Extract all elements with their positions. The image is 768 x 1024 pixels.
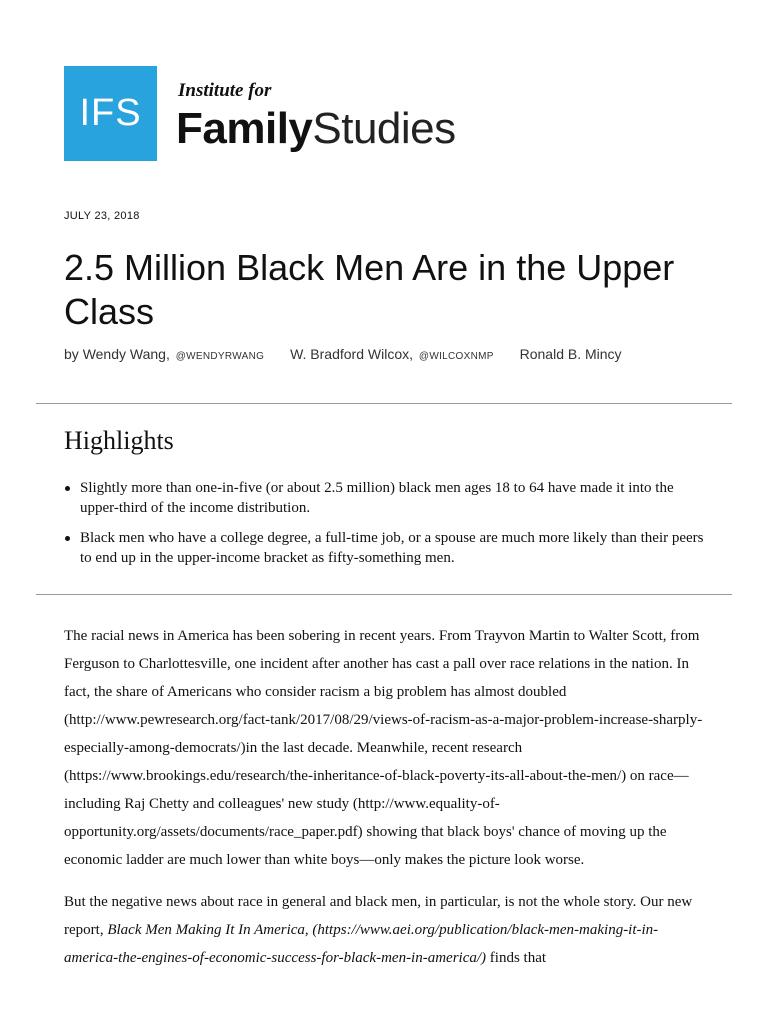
logo-subtitle: Institute for [178,80,272,101]
logo-wordmark-bold: Family [176,104,313,153]
report-link[interactable]: Black Men Making It In America, (https://www.aei.org/publication/black-men-making-it-in-america-the-engines-of-economic-success-for-black-men-in-america/) [64,922,659,966]
highlight-item: Slightly more than one-in-five (or about 2.5 million) black men ages 18 to 64 have made it into the upper-third of the income distribution. [64,478,704,518]
highlights-list [64,478,704,578]
highlight-item: Black men who have a college degree, a full-time job, or a spouse are much more likely than their peers to end up in the upper-income bracket as fifty-something men. [64,528,704,568]
author-name[interactable]: W. Bradford Wilcox, [290,346,413,362]
byline [64,346,624,362]
page-title: 2.5 Million Black Men Are in the Upper Class [64,247,675,332]
byline-prefix: by [64,346,79,362]
divider [36,403,732,404]
logo-wordmark-light: Studies [312,104,456,153]
divider [36,594,732,595]
body-paragraph: The racial news in America has been sobering in recent years. From Trayvon Martin to Walter Scott, from Ferguson to Charlottesville, one incident after another has cast a pall over race relations in the nation. In fact, the share of Americans who consider racism a big problem has almost doubled (http://www.pewresearch.org/fact-tank/2017/08/29/views-of-racism-as-a-major-problem-increase-sharply-especially-among-democrats/)in the last decade. Meanwhile, recent research (https://www.brookings.edu/research/the-inheritance-of-black-poverty-its-all-about-the-men/) on race—including Raj Chetty and colleagues' new study (http://www.equality-of-opportunity.org/assets/documents/race_paper.pdf) showing that black boys' chance of moving up the economic ladder are much lower than white boys—only makes the picture look worse. [64,628,703,868]
author-handle[interactable]: @WENDYRWANG [175,351,265,362]
highlights-heading: Highlights [64,426,174,455]
paragraph-text: But the negative news about race in general and black men, in particular, is not the whole story. Our new report, [64,894,693,938]
logo-mark: IFS [64,66,157,161]
author-name[interactable]: Ronald B. Mincy [519,346,622,362]
publish-date: JULY 23, 2018 [64,210,140,222]
body-paragraph [64,888,704,972]
author-name[interactable]: Wendy Wang, [82,346,170,362]
logo-wordmark [176,104,456,154]
author-handle[interactable]: @WILCOXNMP [418,351,494,362]
paragraph-text: finds that [486,950,547,966]
